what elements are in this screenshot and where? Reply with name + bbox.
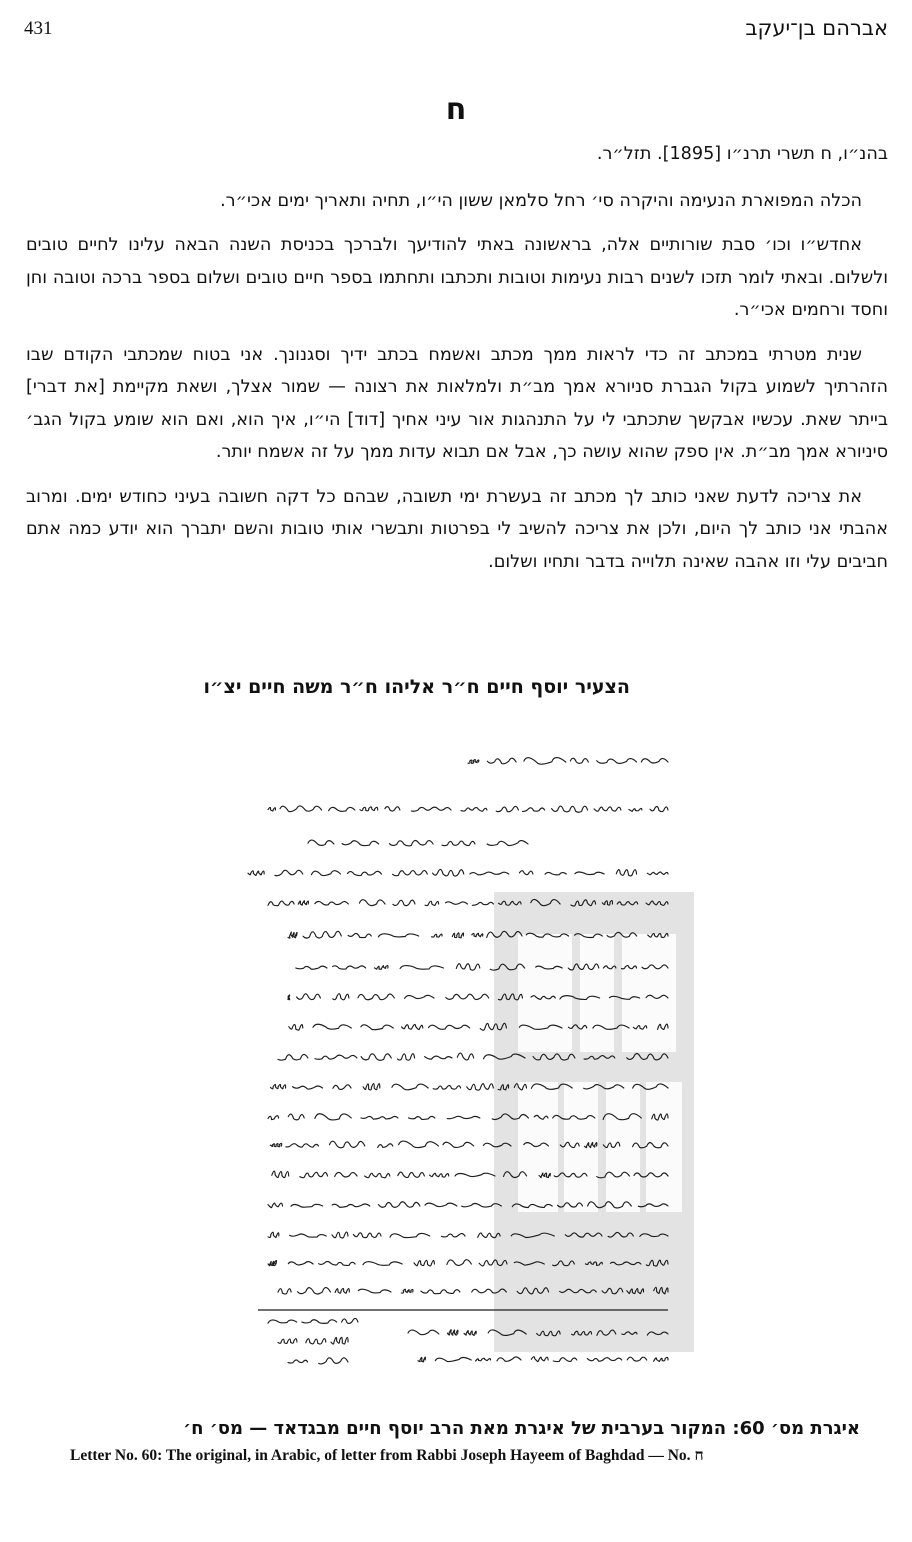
letter-paragraph: את צריכה לדעת שאני כותב לך מכתב זה בעשרת ימי תשובה, שבהם כל דקה חשובה בעיני כחודש ימים. ומרוב אהבתי אני כותב לך היום, ולכן את צריכה להשיב לי בפרטות ותבשרי אותי טובות והשם יתברך הוא יודע כמה אתם חביבים עלי וזו אהבה שאינה תלוייה בדבר ותחיו ושלום.	[26, 486, 888, 572]
running-header	[24, 14, 888, 44]
letter-paragraph: שנית מטרתי במכתב זה כדי לראות ממך מכתב ואשמח בכתב ידיך וסגנונך. אני בטוח שמכתבי הקודם שבו הזהרתיך לשמוע בקול הגברת סניורא אמך מב״ת ולמלאות את רצונה — שמור אצלך, ושאת מקיימת [את דברי] בייתר שאת. עכשיו אבקשך שתכתבי לי על התנהגות אור עיני אחיך [דוד] הי״ו, איך הוא, ואם הוא שומע בקול הגב׳ סיניורא אמך מב״ת. אין ספק שהוא עושה כך, אבל אם תבוא עדות ממך על זה אשמח יותר.	[26, 344, 888, 462]
letter-signature: הצעיר יוסף חיים ח״ר אליהו ח״ר משה חיים יצ״ו	[203, 676, 630, 698]
manuscript-facsimile-image	[228, 752, 698, 1392]
letter-paragraph: אחדש״ו וכו׳ סבת שורותיים אלה, בראשונה באתי להודיעך ולברכך בכניסת השנה הבאה עלינו לחיים טובים ולשלום. ובאתי לומר תזכו לשנים רבות נעימות וטובות ותכתבו ותחתמו בספר חיים טובים ושלום בספר ברכה וטובה וחן וחסד ורחמים אכי״ר.	[26, 235, 888, 320]
letter-number-heading: ח	[445, 92, 467, 127]
page-number: 431	[24, 18, 53, 39]
letter-text	[26, 138, 888, 590]
letter-salutation: הכלה המפוארת הנעימה והיקרה סי׳ רחל סלמאן ששון הי״ו, תחיה ותאריך ימים אכי״ר.	[220, 190, 862, 211]
author-name: אברהם בן־יעקב	[745, 16, 888, 40]
watermark-logo	[494, 892, 694, 1352]
caption-hebrew: איגרת מס׳ 60: המקור בערבית של איגרת מאת הרב יוסף חיים מבגדאד — מס׳ ח׳	[183, 1418, 860, 1439]
caption-english: Letter No. 60: The original, in Arabic, of letter from Rabbi Joseph Hayeem of Baghdad — No. ח	[70, 1447, 704, 1464]
letter-date-line: בהנ״ו, ח תשרי תרנ״ו [1895]. תזל״ר.	[596, 144, 888, 164]
